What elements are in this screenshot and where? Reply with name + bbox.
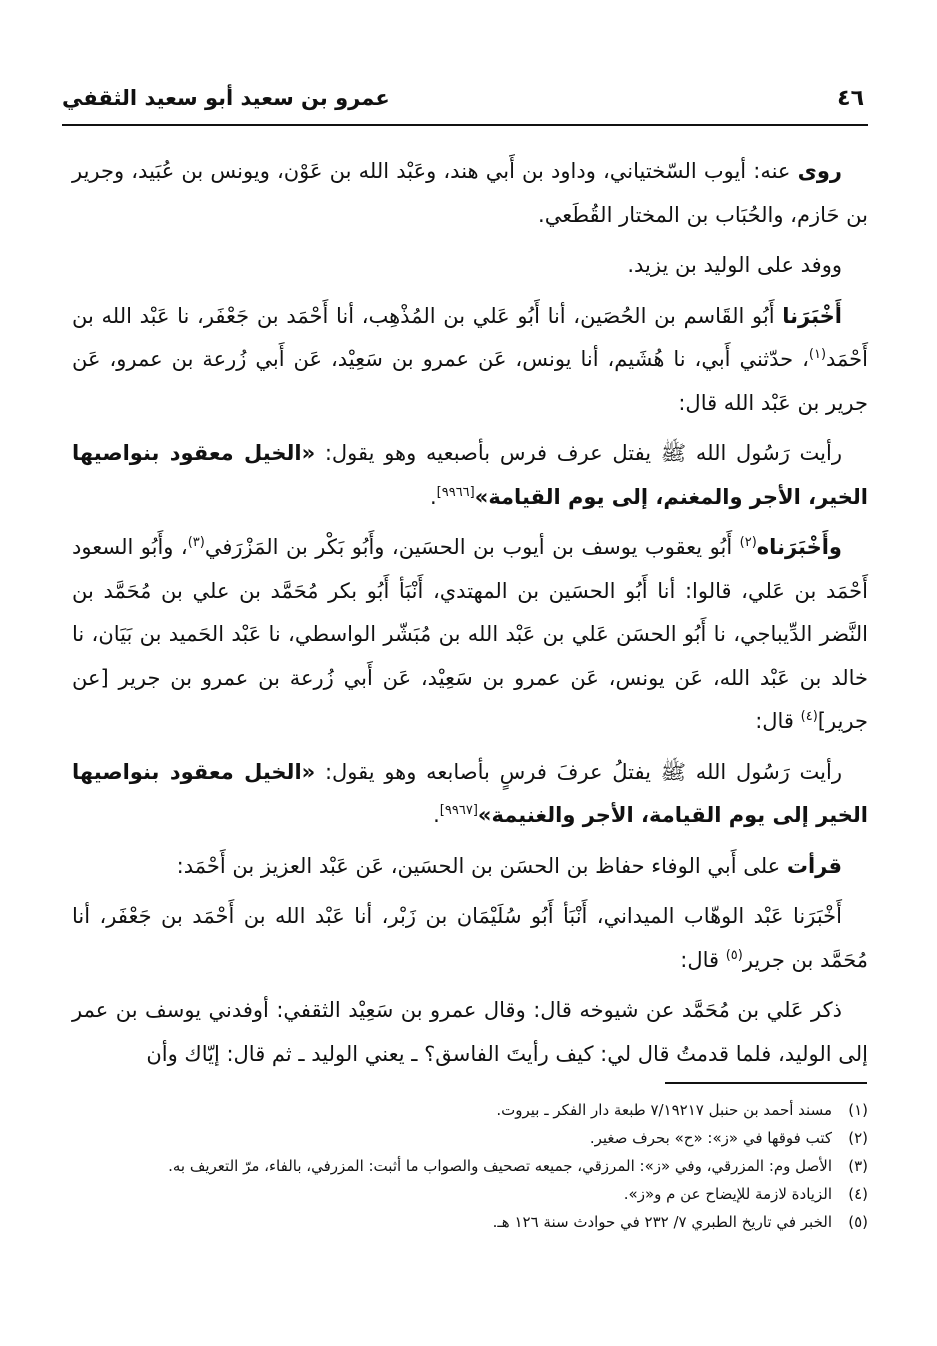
paragraph-8-text-b: قال: — [680, 947, 726, 972]
footnote-text: الأصل وم: المزرقي، وفي «ز»: المرزقي، جميعه تصحيف والصواب ما أثبت: المزرفي، بالفاء، مرّ التعريف به. — [168, 1157, 832, 1175]
footnote-item — [72, 1152, 868, 1180]
running-title: عمرو بن سعيد أبو سعيد الثقفي — [62, 86, 390, 110]
footnotes — [72, 1096, 868, 1236]
paragraph-7-lead: قرأت — [786, 853, 842, 878]
footnote-item — [72, 1180, 868, 1208]
footnote-text: الخبر في تاريخ الطبري ٧/ ٢٣٢ في حوادث سنة ١٢٦ هـ. — [492, 1213, 832, 1231]
paragraph-3-text-a: أَبُو القَاسم بن الحُصَين، أنا أَبُو عَلي بن المُذْهِب، أنا أَحْمَد بن جَعْفَر، نا عَبْد الله بن أَحْمَد — [72, 303, 868, 371]
paragraph-5-text-b: ، وأَبُو السعود أَحْمَد بن عَلي، قالوا: أنا أَبُو الحسَين بن المهتدي، أَنْبَأ أَبُو بكر مُحَمَّد بن علي بن مُحَمَّد بن النَّضر الدِّيباجي، نا أَبُو الحسَن عَلي بن عَبْد الله بن مُبَشّر الواسطي، نا عَبْد الحَميد بن بَيَان، نا خالد بن عَبْد الله، عَن يونس، عَن عمرو بن سَعِيْد، عَن أَبي زُرعة بن عمرو بن جرير [عن جرير] — [72, 535, 868, 733]
paragraph-7-text: على أَبي الوفاء حفاظ بن الحسَن بن الحسَين، عَن عَبْد العزيز بن أَحْمَد: — [176, 853, 787, 878]
hadith-number-1: [٩٩٦٦] — [436, 484, 475, 500]
paragraph-3 — [72, 295, 868, 426]
paragraph-5-lead: وأَخْبَرَناه — [756, 535, 842, 559]
paragraph-4 — [72, 432, 868, 519]
paragraph-4-end: . — [429, 484, 437, 509]
paragraph-6-text: رأيت رَسُول الله ﷺ يفتلُ عرفَ فرسٍ بأصابعه وهو يقول: — [315, 759, 842, 784]
footnote-number: (١) — [848, 1101, 868, 1119]
paragraph-1-lead: روى — [797, 159, 842, 183]
footnote-ref-1: (١) — [808, 347, 827, 362]
footnote-item — [72, 1124, 868, 1152]
paragraph-6 — [72, 751, 868, 838]
paragraph-5-text-a: أَبُو يعقوب يوسف بن أيوب بن الحسَين، وأَبُو بَكْر بن المَزْرَفي — [204, 535, 740, 559]
footnote-item — [72, 1208, 868, 1236]
header-rule — [62, 124, 868, 126]
footnote-number: (٥) — [848, 1213, 868, 1231]
paragraph-2-text: ووفد على الوليد بن يزيد. — [627, 253, 842, 277]
footnote-ref-2: (٢) — [739, 535, 757, 550]
footnote-number: (٣) — [848, 1157, 868, 1175]
main-text — [72, 150, 868, 1083]
footnote-text: كتب فوقها في «ز»: «ح» بحرف صغير. — [589, 1129, 832, 1147]
page-header — [62, 86, 868, 122]
paragraph-1-text: عنه: أيوب السّختياني، وداود بن أَبي هند، وعَبْد الله بن عَوْن، ويونس بن عُبَيد، وجرير بن حَازم، والحُبَاب بن المختار القُطَعي. — [72, 159, 868, 227]
hadith-number-2: [٩٩٦٧] — [439, 803, 478, 818]
footnote-number: (٤) — [848, 1185, 868, 1203]
paragraph-2 — [72, 244, 868, 288]
paragraph-3-text-b: ، حدّثني أَبي، نا هُشَيم، أنا يونس، عَن عمرو بن سَعِيْد، عَن أَبي زُرعة بن عمرو، عَن جرير بن عَبْد الله قال: — [72, 347, 868, 415]
paragraph-9 — [72, 989, 868, 1076]
footnote-text: الزيادة لازمة للإيضاح عن م و«ز». — [623, 1185, 832, 1203]
footnote-text: مسند أحمد بن حنبل ٧/١٩٢١٧ طبعة دار الفكر ـ بيروت. — [496, 1101, 832, 1119]
paragraph-5 — [72, 526, 868, 744]
paragraph-8-text-a: أَخْبَرَنا عَبْد الوهّاب الميداني، أَنْبَأ أَبُو سُلَيْمَان بن زَبْر، أنا عَبْد الله بن أَحْمَد بن جَعْفَر، أنا مُحَمَّد بن جرير — [72, 904, 868, 972]
page-number: ٤٦ — [837, 86, 864, 111]
paragraph-1 — [72, 150, 868, 237]
paragraph-6-end: . — [433, 803, 440, 827]
footnote-rule — [665, 1082, 867, 1084]
paragraph-5-text-c: قال: — [755, 709, 801, 733]
footnote-ref-4: (٤) — [800, 709, 818, 724]
hadith-quote-2: «الخيل معقود بنواصيها الخير إلى يوم القيامة، الأجر والغنيمة» — [72, 759, 868, 827]
paragraph-3-lead: أَخْبَرَنا — [782, 303, 842, 328]
footnote-ref-5: (٥) — [725, 947, 743, 963]
footnote-item — [72, 1096, 868, 1124]
paragraph-9-text: ذكر عَلي بن مُحَمَّد عن شيوخه قال: وقال عمرو بن سَعِيْد الثقفي: أوفدني يوسف بن عمر إلى الوليد، فلما قدمتُ قال لي: كيف رأيتَ الفاسق؟ ـ يعني الوليد ـ ثم قال: إيّاك وأن — [72, 998, 868, 1066]
paragraph-7 — [72, 845, 868, 889]
paragraph-4-text: رأيت رَسُول الله ﷺ يفتل عرف فرس بأصبعيه وهو يقول: — [315, 441, 842, 465]
footnote-number: (٢) — [848, 1129, 868, 1147]
hadith-quote-1: «الخيل معقود بنواصيها الخير، الأجر والمغنم، إلى يوم القيامة» — [72, 441, 868, 509]
paragraph-8 — [72, 895, 868, 982]
footnote-ref-3: (٣) — [187, 535, 205, 550]
